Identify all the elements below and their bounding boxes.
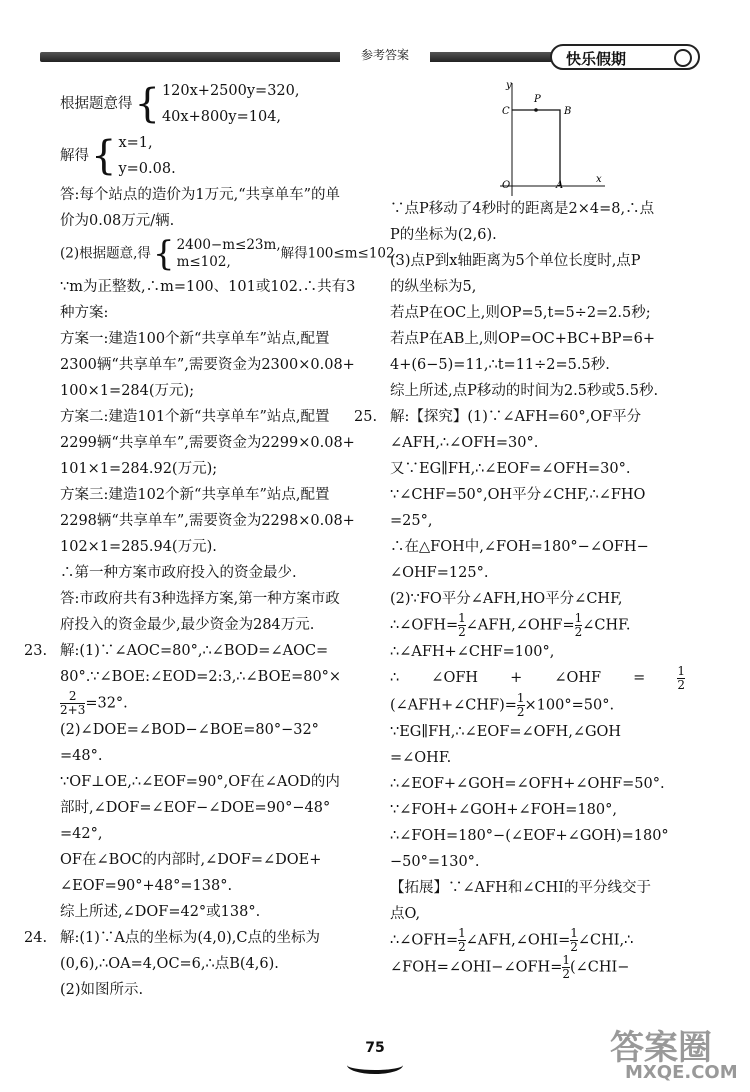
text-line: ∴∠AFH+∠CHF=100°, bbox=[390, 644, 555, 660]
text-line: =48°. bbox=[60, 748, 103, 764]
fraction: $\frac{2}{2+3}$ bbox=[60, 689, 86, 717]
text-line: 又∵EG∥FH,∴∠EOF=∠OFH=30°. bbox=[390, 461, 631, 477]
point-p bbox=[534, 108, 538, 112]
label-p: P bbox=[534, 94, 541, 105]
page-number-decoration bbox=[347, 1056, 403, 1074]
text-line: ∴ ∠OFH + ∠OHF = $\frac{1}{2}$ bbox=[390, 664, 685, 692]
text-line: 方案三:建造102个新“共享单车”站点,配置 bbox=[60, 487, 330, 503]
label-y: y bbox=[506, 80, 512, 91]
brace-icon: { bbox=[152, 234, 175, 274]
text-line: 25. 解:【探究】(1)∵∠AFH=60°,OF平分 bbox=[390, 404, 695, 430]
page-header bbox=[40, 36, 690, 76]
text-line: 102×1=285.94(万元). bbox=[60, 539, 217, 555]
right-column bbox=[354, 78, 695, 981]
text-line: 【拓展】∵∠AFH和∠CHI的平分线交于 bbox=[390, 880, 651, 896]
question-number: 23. bbox=[24, 643, 48, 659]
text-line: ∵EG∥FH,∴∠EOF=∠OFH,∠GOH bbox=[390, 724, 622, 740]
page-number: 75 bbox=[365, 1040, 385, 1056]
text-line: =25°, bbox=[390, 513, 433, 529]
equation-system: x=1, y=0.08. bbox=[118, 135, 176, 177]
text-line: 23. 解:(1)∵∠AOC=80°,∴∠BOD=∠AOC= bbox=[60, 638, 360, 664]
text-line: ∵m为正整数,∴m=100、101或102.∴共有3 bbox=[60, 279, 356, 295]
text-line: P的坐标为(2,6). bbox=[390, 227, 497, 243]
coordinate-graph bbox=[390, 78, 695, 196]
text-line: 2298辆“共享单车”,需要资金为2298×0.08+ bbox=[60, 513, 355, 529]
text-line: $\frac{2}{2+3}$ =32°. bbox=[60, 689, 128, 717]
text-line: 价为0.08万元/辆. bbox=[60, 213, 175, 229]
header-bar bbox=[40, 52, 560, 62]
text-line: 方案二:建造101个新“共享单车”站点,配置 bbox=[60, 409, 330, 425]
text-line: −50°=130°. bbox=[390, 854, 480, 870]
text-line: 府投入的资金最少,最少资金为284万元. bbox=[60, 617, 315, 633]
text-line: 综上所述,∠DOF=42°或138°. bbox=[60, 904, 261, 920]
text-line: 4+(6−5)=11,∴t=11÷2=5.5秒. bbox=[390, 357, 610, 373]
equation-system: 2400−m≤23m, m≤102, bbox=[176, 237, 281, 270]
text-line: OF在∠BOC的内部时,∠DOF=∠DOE+ bbox=[60, 852, 322, 868]
text-line: 点O, bbox=[390, 906, 421, 922]
text-line: ∠OHF=125°. bbox=[390, 565, 489, 581]
text-line: ∴在△FOH中,∠FOH=180°−∠OFH− bbox=[390, 539, 649, 555]
fraction: $\frac{1}{2}$ bbox=[516, 691, 525, 719]
text-line: ∠EOF=90°+48°=138°. bbox=[60, 878, 233, 894]
text-line: =42°, bbox=[60, 826, 103, 842]
fraction: $\frac{1}{2}$ bbox=[677, 664, 685, 692]
text-line: (2)∠DOE=∠BOD−∠BOE=80°−32° bbox=[60, 722, 319, 738]
text-line: 2299辆“共享单车”,需要资金为2299×0.08+ bbox=[60, 435, 355, 451]
text-line: ∴∠FOH=180°−(∠EOF+∠GOH)=180° bbox=[390, 828, 669, 844]
text-line: 80°.∵∠BOE:∠EOD=2:3,∴∠BOE=80°× bbox=[60, 669, 342, 685]
text-line: ∠FOH=∠OHI−∠OFH= $\frac{1}{2}$ (∠CHI− bbox=[390, 953, 630, 981]
text-line: (2)∵FO平分∠AFH,HO平分∠CHF, bbox=[390, 591, 623, 607]
text-line: ∴∠OFH= $\frac{1}{2}$ ∠AFH,∠OHF= $\frac{1}{2}$ ∠CHF. bbox=[390, 611, 631, 639]
text-line: 部时,∠DOF=∠EOF−∠DOE=90°−48° bbox=[60, 800, 331, 816]
text-line: ∵∠CHF=50°,OH平分∠CHF,∴∠FHO bbox=[390, 487, 646, 503]
text-line: 100×1=284(万元); bbox=[60, 383, 195, 399]
watermark-logo: 答案圈 bbox=[610, 1028, 712, 1068]
text-line: 种方案: bbox=[60, 305, 109, 321]
text-line: 方案一:建造100个新“共享单车”站点,配置 bbox=[60, 331, 330, 347]
text-line: (2)如图所示. bbox=[60, 982, 144, 998]
fraction: $\frac{1}{2}$ bbox=[570, 926, 578, 954]
text-line: 若点P在AB上,则OP=OC+BC+BP=6+ bbox=[390, 331, 656, 347]
text-line: 答:每个站点的造价为1万元,“共享单车”的单 bbox=[60, 187, 341, 203]
fraction: $\frac{1}{2}$ bbox=[574, 611, 583, 639]
question-number: 24. bbox=[24, 930, 48, 946]
circle-icon bbox=[674, 49, 692, 67]
label-o: O bbox=[502, 180, 511, 191]
text-line: 2300辆“共享单车”,需要资金为2300×0.08+ bbox=[60, 357, 355, 373]
text-line: 解得{ x=1, y=0.08. bbox=[60, 130, 360, 182]
text-line: ∴∠EOF+∠GOH=∠OFH+∠OHF=50°. bbox=[390, 776, 665, 792]
text-line: ∵OF⊥OE,∴∠EOF=90°,OF在∠AOD的内 bbox=[60, 774, 340, 790]
text-line: 答:市政府共有3种选择方案,第一种方案市政 bbox=[60, 591, 340, 607]
graph-svg bbox=[490, 78, 610, 196]
text-line: =∠OHF. bbox=[390, 750, 452, 766]
text-line: 若点P在OC上,则OP=5,t=5÷2=2.5秒; bbox=[390, 305, 651, 321]
fraction: $\frac{1}{2}$ bbox=[562, 953, 570, 981]
text-line: (∠AFH+∠CHF)= $\frac{1}{2}$ ×100°=50°. bbox=[390, 691, 615, 719]
header-title: 快乐假期 bbox=[566, 50, 627, 68]
text-line: (3)点P到x轴距离为5个单位长度时,点P bbox=[390, 253, 641, 269]
header-title-badge bbox=[550, 44, 700, 70]
text-line: (0,6),∴OA=4,OC=6,∴点B(4,6). bbox=[60, 956, 279, 972]
text-line: ∴∠OFH= $\frac{1}{2}$ ∠AFH,∠OHI= $\frac{1}{2}$ ∠CHI,∴ bbox=[390, 926, 634, 954]
text-line: 24. 解:(1)∵A点的坐标为(4,0),C点的坐标为 bbox=[60, 925, 360, 951]
fraction: $\frac{1}{2}$ bbox=[458, 611, 466, 639]
text-line: 根据题意得{ 120x+2500y=320, 40x+800y=104, bbox=[60, 78, 360, 130]
text-line: (2)根据题意,得{ 2400−m≤23m, m≤102, 解得100≤m≤102. bbox=[60, 234, 399, 274]
text-line: 的纵坐标为5, bbox=[390, 279, 477, 295]
header-center-label: 参考答案 bbox=[340, 46, 430, 63]
watermark-url: MXQE.COM bbox=[625, 1062, 738, 1083]
label-b: B bbox=[564, 106, 572, 117]
label-x: x bbox=[596, 174, 602, 185]
text-line: 综上所述,点P移动的时间为2.5秒或5.5秒. bbox=[390, 383, 659, 399]
fraction: $\frac{1}{2}$ bbox=[458, 926, 466, 954]
left-column bbox=[24, 78, 399, 1003]
label-c: C bbox=[502, 106, 510, 117]
equation-system: 120x+2500y=320, 40x+800y=104, bbox=[161, 83, 300, 125]
text-line: ∵点P移动了4秒时的距离是2×4=8,∴点 bbox=[390, 201, 655, 217]
rectangle-path bbox=[512, 110, 560, 186]
text-line: 101×1=284.92(万元); bbox=[60, 461, 218, 477]
question-number: 25. bbox=[354, 409, 378, 425]
text-line: ∴第一种方案市政府投入的资金最少. bbox=[60, 565, 297, 581]
text-line: ∵∠FOH+∠GOH+∠FOH=180°, bbox=[390, 802, 617, 818]
brace-icon: { bbox=[134, 81, 160, 127]
label-a: A bbox=[556, 180, 564, 191]
text-line: ∠AFH,∴∠OFH=30°. bbox=[390, 435, 539, 451]
brace-icon: { bbox=[91, 133, 117, 179]
